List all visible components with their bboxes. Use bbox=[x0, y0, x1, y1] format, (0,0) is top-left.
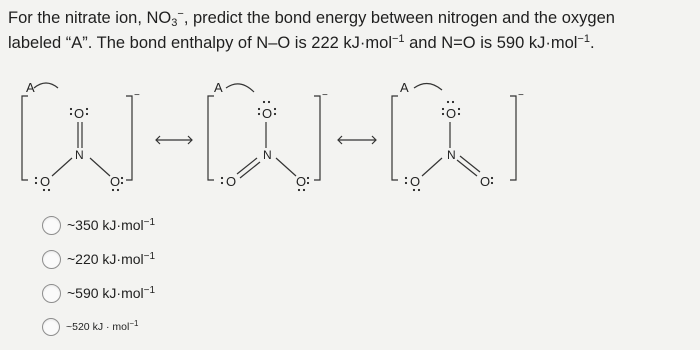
option-520[interactable] bbox=[42, 316, 155, 338]
subscript: 3 bbox=[171, 17, 178, 29]
option-label bbox=[67, 217, 155, 233]
oxygen-atom: O bbox=[296, 174, 307, 189]
nitrate-resonance-structures bbox=[14, 78, 574, 196]
option-590[interactable] bbox=[42, 282, 155, 304]
ion-charge: − bbox=[518, 90, 524, 101]
question-part: , predict the bond energy between nitrogen and the oxygen bbox=[183, 9, 615, 27]
label-arrow bbox=[414, 83, 442, 90]
bracket-right bbox=[126, 96, 132, 180]
resonance-arrow-2 bbox=[338, 136, 376, 144]
option-label bbox=[67, 285, 155, 301]
label-arrow bbox=[34, 83, 58, 88]
bracket-right bbox=[510, 96, 516, 180]
question-part: and N=O is 590 kJ·mol bbox=[404, 34, 578, 52]
radio-button[interactable] bbox=[42, 216, 61, 235]
oxygen-atom: O bbox=[226, 174, 237, 189]
exponent: −1 bbox=[143, 285, 156, 296]
option-value: ~520 kJ · mol bbox=[66, 321, 130, 333]
bracket-right bbox=[314, 96, 320, 180]
bracket-left bbox=[208, 96, 214, 180]
bond-double-b bbox=[457, 160, 477, 176]
bond-double-a bbox=[237, 158, 257, 174]
bracket-left bbox=[392, 96, 398, 180]
exponent: −1 bbox=[577, 33, 590, 45]
resonance-arrow-1 bbox=[156, 136, 192, 144]
option-label bbox=[66, 321, 138, 333]
nitrogen-atom: N bbox=[263, 148, 272, 162]
resonance-structure-1 bbox=[22, 83, 132, 180]
label-arrow bbox=[226, 84, 254, 92]
radio-button[interactable] bbox=[42, 318, 60, 336]
exponent: −1 bbox=[392, 33, 405, 45]
resonance-structure-2 bbox=[208, 84, 320, 180]
option-label bbox=[67, 251, 155, 267]
oxygen-atom: O bbox=[262, 106, 273, 121]
label-a: A bbox=[26, 80, 35, 95]
label-a: A bbox=[214, 80, 223, 95]
question-part: labeled “A”. The bond enthalpy of N–O is 222 kJ·mol bbox=[8, 34, 392, 52]
question-text bbox=[8, 6, 696, 56]
bracket-left bbox=[22, 96, 28, 180]
question-part: . bbox=[589, 34, 595, 52]
exponent: −1 bbox=[129, 319, 139, 328]
answer-options bbox=[42, 214, 155, 350]
oxygen-atom: O bbox=[410, 174, 421, 189]
question-part: For the nitrate ion, NO bbox=[8, 9, 172, 27]
nitrogen-atom: N bbox=[75, 148, 84, 162]
bond-single bbox=[422, 158, 442, 176]
radio-button[interactable] bbox=[42, 284, 61, 303]
bond-double-b bbox=[240, 162, 260, 178]
bond-single bbox=[52, 158, 72, 176]
oxygen-atom: O bbox=[74, 106, 85, 121]
ion-charge: − bbox=[322, 90, 328, 101]
bond-single bbox=[276, 158, 296, 176]
ion-charge: − bbox=[134, 90, 140, 101]
option-350[interactable] bbox=[42, 214, 155, 236]
exponent: −1 bbox=[143, 217, 156, 228]
oxygen-atom: O bbox=[446, 106, 457, 121]
bond-single bbox=[90, 158, 110, 176]
nitrogen-atom: N bbox=[447, 148, 456, 162]
exponent: −1 bbox=[143, 251, 156, 262]
option-value: ~350 kJ·mol bbox=[67, 217, 144, 233]
option-value: ~590 kJ·mol bbox=[67, 285, 144, 301]
radio-button[interactable] bbox=[42, 250, 61, 269]
oxygen-atom: O bbox=[110, 174, 121, 189]
option-220[interactable] bbox=[42, 248, 155, 270]
option-value: ~220 kJ·mol bbox=[67, 251, 144, 267]
bond-double-a bbox=[460, 156, 480, 172]
oxygen-atom: O bbox=[40, 174, 51, 189]
oxygen-atom: O bbox=[480, 174, 491, 189]
charge-superscript: − bbox=[177, 8, 184, 20]
resonance-structure-3 bbox=[392, 83, 516, 180]
label-a: A bbox=[400, 80, 409, 95]
